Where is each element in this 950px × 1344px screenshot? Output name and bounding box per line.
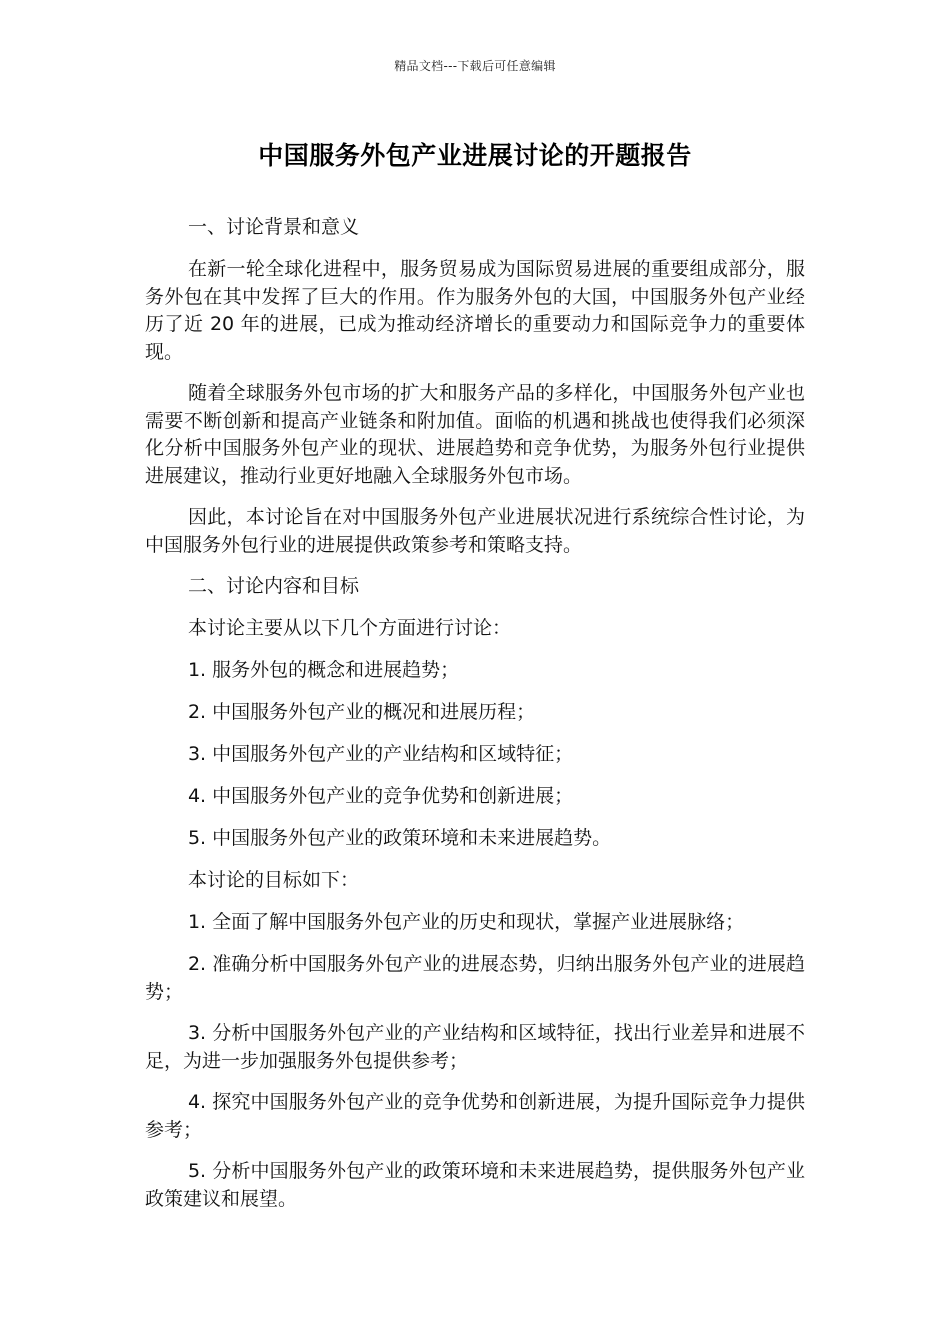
document-title: 中国服务外包产业进展讨论的开题报告 — [258, 141, 692, 170]
paragraph-market-expansion: 随着全球服务外包市场的扩大和服务产品的多样化，中国服务外包产业也需要不断创新和提高产业链条和附加值。面临的机遇和挑战也使得我们必须深化分析中国服务外包产业的现状、进展趋势和竞争优势，为服务外包行业提供进展建议，推动行业更好地融入全球服务外包市场。 — [145, 382, 805, 487]
section-heading-content: 二、讨论内容和目标 — [187, 575, 359, 597]
list-item-goal: 3. 分析中国服务外包产业的产业结构和区域特征，找出行业差异和进展不足，为进一步加强服务外包提供参考； — [145, 1022, 805, 1072]
list-item-goal: 5. 分析中国服务外包产业的政策环境和未来进展趋势，提供服务外包产业政策建议和展望。 — [145, 1160, 805, 1210]
paragraph-goals-intro: 本讨论的目标如下： — [187, 869, 359, 891]
list-item-goal: 2. 准确分析中国服务外包产业的进展态势，归纳出服务外包产业的进展趋势； — [145, 953, 805, 1003]
list-item-goal: 4. 探究中国服务外包产业的竞争优势和创新进展，为提升国际竞争力提供参考； — [145, 1091, 805, 1141]
paragraph-aspects-intro: 本讨论主要从以下几个方面进行讨论： — [187, 617, 511, 639]
list-item-aspect: 1. 服务外包的概念和进展趋势； — [187, 659, 460, 681]
list-item-aspect: 5. 中国服务外包产业的政策环境和未来进展趋势。 — [187, 827, 612, 849]
document-body — [145, 214, 805, 1227]
paragraph-purpose: 因此，本讨论旨在对中国服务外包产业进展状况进行系统综合性讨论，为中国服务外包行业的进展提供政策参考和策略支持。 — [145, 506, 805, 556]
section-heading-background: 一、讨论背景和意义 — [187, 216, 359, 238]
list-item-aspect: 4. 中国服务外包产业的竞争优势和创新进展； — [187, 785, 574, 807]
list-item-aspect: 2. 中国服务外包产业的概况和进展历程； — [187, 701, 536, 723]
header-note: 精品文档---下载后可任意编辑 — [394, 59, 556, 73]
list-item-aspect: 3. 中国服务外包产业的产业结构和区域特征； — [187, 743, 574, 765]
paragraph-background: 在新一轮全球化进程中，服务贸易成为国际贸易进展的重要组成部分，服务外包在其中发挥了巨大的作用。作为服务外包的大国，中国服务外包产业经历了近 20 年的进展，已成为推动经济增长的重要动力和国际竞争力的重要体现。 — [145, 258, 805, 363]
list-item-goal: 1. 全面了解中国服务外包产业的历史和现状，掌握产业进展脉络； — [187, 911, 745, 933]
